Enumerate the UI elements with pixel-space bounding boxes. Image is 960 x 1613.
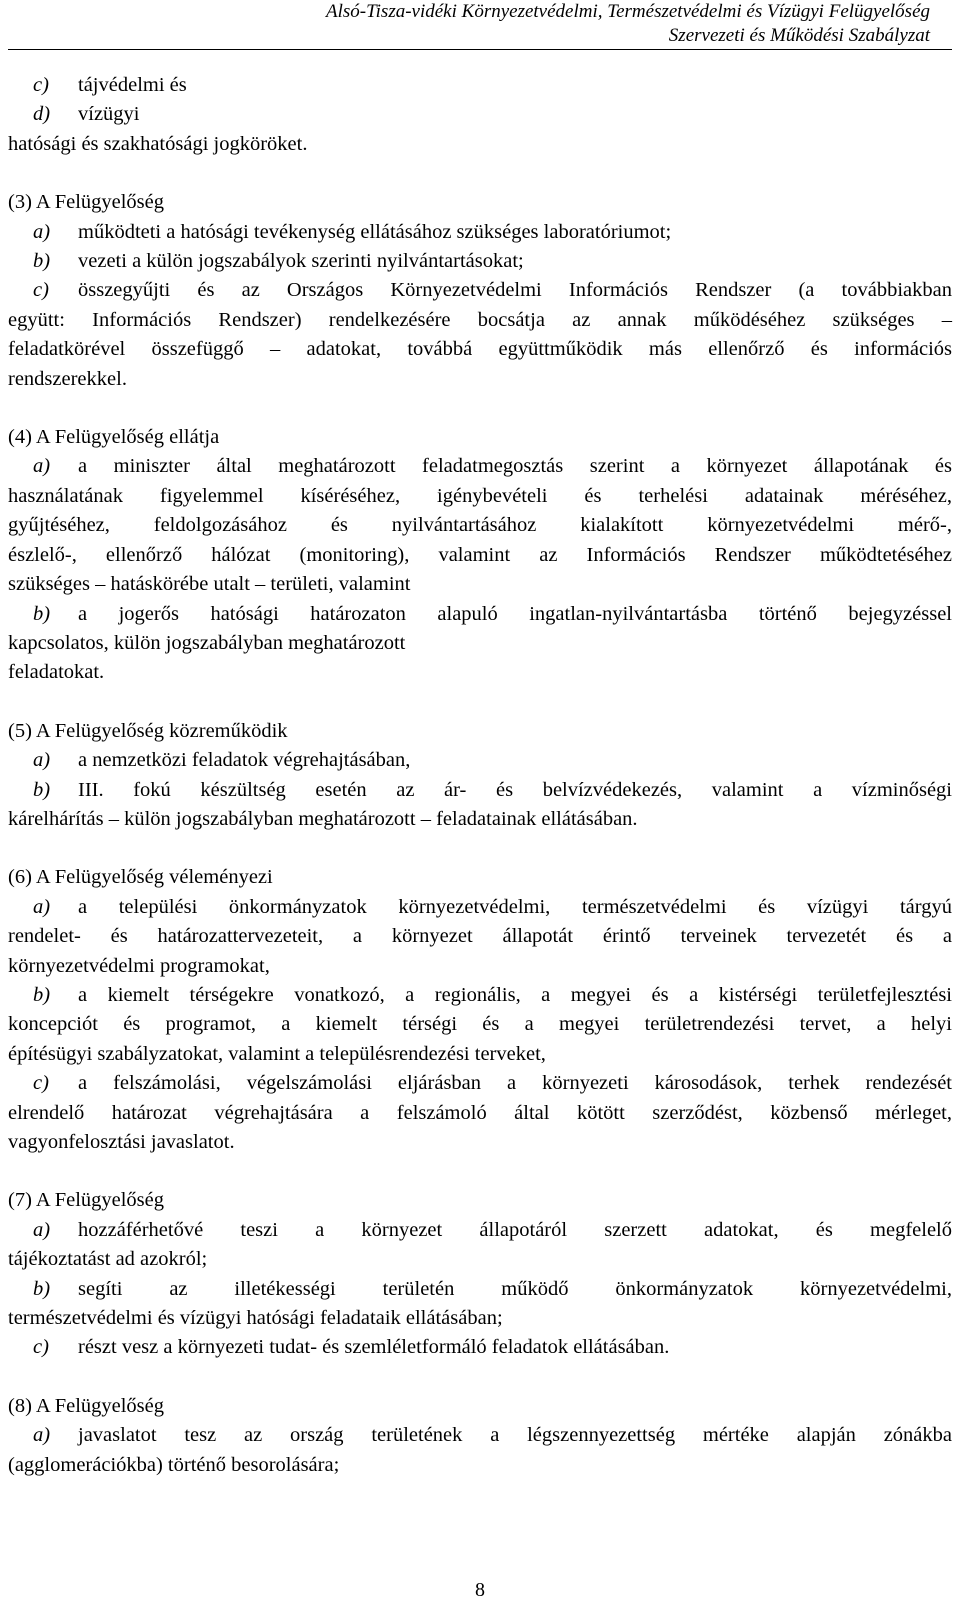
line-text: koncepciót és programot, a kiemelt térségi és a megyei területrendezési tervet, a helyi [8,1013,952,1036]
text-line [8,922,952,951]
list-item-label: b) [33,250,51,273]
list-item-label: a) [33,1218,51,1241]
section-block [8,71,952,159]
list-item-line [8,247,952,276]
section-block [8,863,952,1157]
text-line [8,570,952,599]
list-item-line [8,218,952,247]
paragraph-gap [8,1157,952,1186]
line-text: gyűjtéséhez, feldolgozásához és nyilvántartásához kialakított környezetvédelmi mérő-, [8,514,952,537]
paragraph-gap [8,688,952,717]
text-line [8,482,952,511]
document-body [8,71,952,1480]
line-text: hatósági és szakhatósági jogköröket. [8,132,308,155]
text-line [8,130,952,159]
line-text: (6) A Felügyelőség véleményezi [8,866,273,889]
line-text: a nemzetközi feladatok végrehajtásában, [78,749,411,772]
header-divider [8,49,952,50]
header-document-title: Szervezeti és Működési Szabályzat [668,25,930,46]
line-text: természetvédelmi és vízügyi hatósági feladataik ellátásában; [8,1307,503,1330]
line-text: a felszámolási, végelszámolási eljárásban a környezeti károsodások, terhek rendezését [78,1072,952,1095]
section-block [8,188,952,394]
list-item-line [8,746,952,775]
line-text: a miniszter által meghatározott feladatmegosztás szerint a környezet állapotának és [78,455,952,478]
line-text: (5) A Felügyelőség közreműködik [8,719,288,742]
list-item-line [8,100,952,129]
line-text: a jogerős hatósági határozaton alapuló ingatlan-nyilvántartásba történő bejegyzéssel [78,602,952,625]
section-block [8,1392,952,1480]
list-item-label: b) [33,1277,51,1300]
list-item-line [8,1069,952,1098]
line-text: (8) A Felügyelőség [8,1394,165,1417]
text-line [8,1128,952,1157]
line-text: a kiemelt térségekre vonatkozó, a regionális, a megyei és a kistérségi területfejlesztési [78,983,952,1006]
list-item-label: c) [33,1336,49,1359]
header-institution: Alsó-Tisza-vidéki Környezetvédelmi, Természetvédelmi és Vízügyi Felügyelőség [326,1,930,22]
line-text: tájékoztatást ad azokról; [8,1248,208,1271]
list-item-label: c) [33,1072,49,1095]
text-line [8,1245,952,1274]
list-item-label: c) [33,279,49,302]
text-line [8,1304,952,1333]
text-line [8,335,952,364]
list-item-line [8,893,952,922]
text-line [8,1451,952,1480]
line-text: javaslatot tesz az ország területének a légszennyezettség mértéke alapján zónákba [78,1424,952,1447]
text-line [8,511,952,540]
text-line [8,952,952,981]
line-text: feladatokat. [8,661,105,684]
list-item-label: a) [33,895,51,918]
line-text: (7) A Felügyelőség [8,1189,165,1212]
section-block [8,717,952,835]
text-line [8,1040,952,1069]
line-text: hozzáférhetővé teszi a környezet állapotáról szerzett adatokat, és megfelelő [78,1218,952,1241]
list-item-line [8,71,952,100]
list-item-label: a) [33,220,51,243]
line-text: szükséges – hatáskörébe utalt – területi, valamint [8,573,411,596]
text-line [8,717,952,746]
text-line [8,541,952,570]
line-text: rendszerekkel. [8,367,127,390]
text-line [8,1010,952,1039]
line-text: működteti a hatósági tevékenység ellátásához szükséges laboratóriumot; [78,220,672,243]
line-text: elrendelő határozat végrehajtására a felszámoló által kötött szerződést, közbenső mérleget, [8,1101,952,1124]
text-line [8,188,952,217]
text-line [8,423,952,452]
line-text: (3) A Felügyelőség [8,191,165,214]
text-line [8,306,952,335]
line-text: környezetvédelmi programokat, [8,954,270,977]
line-text: részt vesz a környezeti tudat- és szemléletformáló feladatok ellátásában. [78,1336,670,1359]
line-text: kapcsolatos, külön jogszabályban meghatározott [8,631,406,654]
line-text: észlelő-, ellenőrző hálózat (monitoring), valamint az Információs Rendszer működtetéséhez [8,543,952,566]
paragraph-gap [8,1363,952,1392]
section-block [8,423,952,688]
line-text: kárelhárítás – külön jogszabályban meghatározott – feladatainak ellátásában. [8,807,638,830]
line-text: tájvédelmi és [78,74,187,96]
list-item-line [8,776,952,805]
list-item-line [8,1333,952,1362]
line-text: vagyonfelosztási javaslatot. [8,1131,235,1153]
list-item-line [8,981,952,1010]
line-text: vízügyi [78,103,140,126]
line-text: a települési önkormányzatok környezetvédelmi, természetvédelmi és vízügyi tárgyú [78,895,952,918]
text-line [8,863,952,892]
list-item-line [8,1421,952,1450]
paragraph-gap [8,394,952,423]
list-item-line [8,276,952,305]
paragraph-gap [8,159,952,188]
page-header [0,0,930,48]
line-text: rendelet- és határozattervezeteit, a környezet állapotát érintő terveinek tervezetét és a [8,925,952,948]
list-item-label: a) [33,455,51,478]
line-text: feladatkörével összefüggő – adatokat, továbbá együttműködik más ellenőrző és információs [8,338,952,361]
list-item-label: d) [33,103,51,126]
line-text: építésügyi szabályzatokat, valamint a településrendezési terveket, [8,1042,546,1065]
text-line [8,1099,952,1128]
text-line [8,365,952,394]
list-item-label: c) [33,74,49,96]
text-line [8,629,952,658]
text-line [8,658,952,687]
paragraph-gap [8,834,952,863]
page-number: 8 [475,1579,485,1601]
section-block [8,1186,952,1362]
line-text: (agglomerációkba) történő besorolására; [8,1453,340,1476]
line-text: használatának figyelemmel kíséréséhez, igénybevételi és terhelési adatainak méréséhez, [8,484,952,507]
text-line [8,1392,952,1421]
list-item-label: b) [33,602,51,625]
text-line [8,805,952,834]
list-item-label: b) [33,983,51,1006]
line-text: segíti az illetékességi területén működő önkormányzatok környezetvédelmi, [78,1277,952,1300]
list-item-label: b) [33,778,51,801]
list-item-line [8,452,952,481]
line-text: vezeti a külön jogszabályok szerinti nyilvántartásokat; [78,250,524,273]
list-item-label: a) [33,1424,51,1447]
line-text: összegyűjti és az Országos Környezetvédelmi Információs Rendszer (a továbbiakban [78,279,952,302]
text-line [8,1186,952,1215]
line-text: (4) A Felügyelőség ellátja [8,426,220,449]
line-text: III. fokú készültség esetén az ár- és belvízvédekezés, valamint a vízminőségi [78,778,952,801]
line-text: együtt: Információs Rendszer) rendelkezésére bocsátja az annak működéséhez szükséges – [8,308,952,331]
list-item-line [8,600,952,629]
list-item-line [8,1216,952,1245]
list-item-line [8,1275,952,1304]
list-item-label: a) [33,749,51,772]
